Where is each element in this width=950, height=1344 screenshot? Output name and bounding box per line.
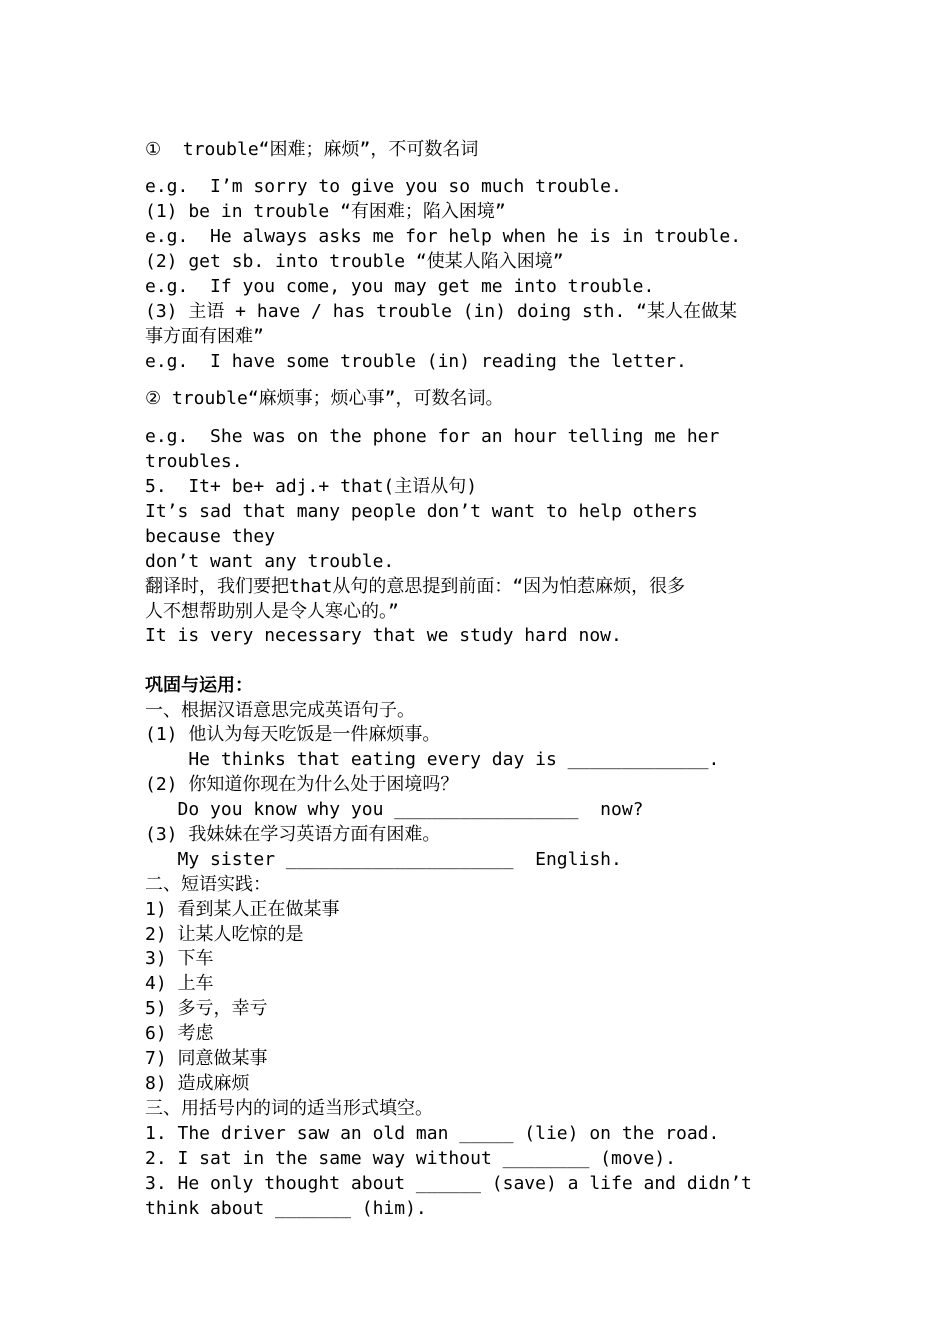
fill-blank-item: 2. I sat in the same way without ________ (move). xyxy=(145,1148,677,1169)
example-sentence: e.g. I have some trouble (in) reading the letter. xyxy=(145,351,687,372)
fill-blank-item: 3. He only thought about ______ (save) a life and didn’t xyxy=(145,1173,752,1194)
phrase-item: (2) get sb. into trouble “使某人陷入困境” xyxy=(145,251,564,272)
phrase-item-continued: 事方面有困难” xyxy=(145,326,264,347)
example-sentence: e.g. She was on the phone for an hour telling me her xyxy=(145,426,720,447)
example-sentence-continued: because they xyxy=(145,526,276,547)
phrase-practice-item: 3) 下车 xyxy=(145,948,214,969)
section-1-title: ① trouble“困难；麻烦”，不可数名词 xyxy=(145,139,479,160)
phrase-practice-item: 4) 上车 xyxy=(145,973,214,994)
exercise-blank-line: My sister _____________________ English. xyxy=(145,849,622,870)
section-2-title: ② trouble“麻烦事；烦心事”，可数名词。 xyxy=(145,388,504,409)
fill-blank-item-continued: think about _______ (him). xyxy=(145,1198,427,1219)
grammar-point-title: 5. It+ be+ adj.+ that(主语从句) xyxy=(145,476,478,497)
phrase-item: (1) be in trouble “有困难；陷入困境” xyxy=(145,201,506,222)
phrase-item: (3) 主语 + have / has trouble (in) doing sth. “某人在做某 xyxy=(145,301,737,322)
example-sentence: It is very necessary that we study hard now. xyxy=(145,625,622,646)
example-sentence: e.g. If you come, you may get me into trouble. xyxy=(145,276,655,297)
exercise-1-title: 一、根据汉语意思完成英语句子。 xyxy=(145,700,415,721)
exercise-item: (2) 你知道你现在为什么处于困境吗？ xyxy=(145,774,459,795)
example-sentence: e.g. I’m sorry to give you so much trouble. xyxy=(145,176,622,197)
translation-note-continued: 人不想帮助别人是令人寒心的。” xyxy=(145,601,399,622)
exercise-item: (1) 他认为每天吃饭是一件麻烦事。 xyxy=(145,724,441,745)
phrase-practice-item: 5) 多亏，幸亏 xyxy=(145,998,268,1019)
exercise-2-title: 二、短语实践： xyxy=(145,874,271,895)
phrase-practice-item: 8) 造成麻烦 xyxy=(145,1073,250,1094)
exercise-item: (3) 我妹妹在学习英语方面有困难。 xyxy=(145,824,441,845)
fill-blank-item: 1. The driver saw an old man _____ (lie) on the road. xyxy=(145,1123,720,1144)
example-sentence-continued: troubles. xyxy=(145,451,243,472)
example-sentence-continued: don’t want any trouble. xyxy=(145,551,395,572)
phrase-practice-item: 2) 让某人吃惊的是 xyxy=(145,924,304,945)
exercise-blank-line: Do you know why you _________________ now? xyxy=(145,799,644,820)
translation-note: 翻译时，我们要把that从句的意思提到前面：“因为怕惹麻烦，很多 xyxy=(145,576,686,597)
example-sentence: It’s sad that many people don’t want to help others xyxy=(145,501,698,522)
practice-heading: 巩固与运用： xyxy=(145,675,253,696)
phrase-practice-item: 1) 看到某人正在做某事 xyxy=(145,899,340,920)
example-sentence: e.g. He always asks me for help when he is in trouble. xyxy=(145,226,742,247)
phrase-practice-item: 7) 同意做某事 xyxy=(145,1048,268,1069)
exercise-3-title: 三、用括号内的词的适当形式填空。 xyxy=(145,1098,433,1119)
phrase-practice-item: 6) 考虑 xyxy=(145,1023,214,1044)
exercise-blank-line: He thinks that eating every day is _____________. xyxy=(145,749,720,770)
